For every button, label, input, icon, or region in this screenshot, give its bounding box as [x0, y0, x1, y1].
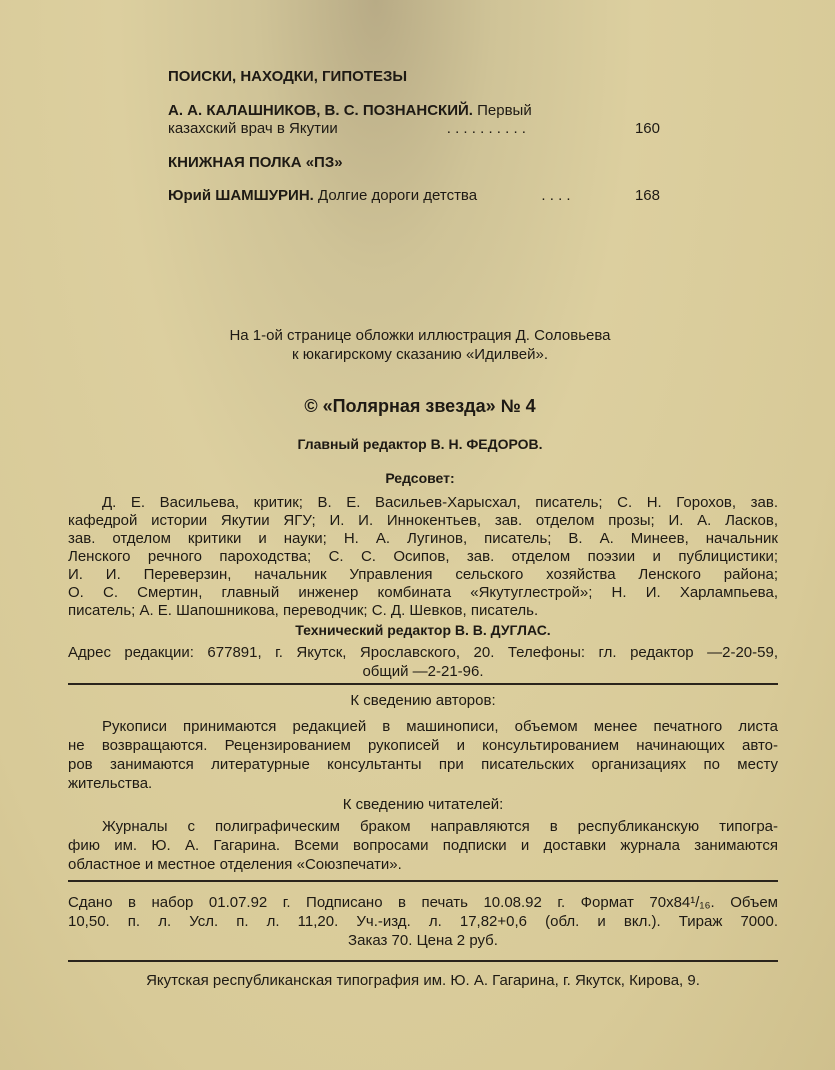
address [68, 643, 778, 681]
magazine-issue: © «Полярная звезда» № 4 [304, 396, 536, 416]
board-line: кафедрой истории Якутии ЯГУ; И. И. Иннокентьев, зав. отделом прозы; И. А. Ласков, [68, 512, 778, 529]
toc-entry [168, 187, 660, 204]
authors-title: К сведению авторов: [350, 692, 496, 709]
toc-entry-title-cont: казахский врач в Якутии [168, 120, 338, 137]
address-line: общий —2-21-96. [362, 663, 484, 680]
imprint-line: Заказ 70. Цена 2 руб. [348, 932, 498, 949]
board-line: Ленского речного пароходства; С. С. Осипов, зав. отделом поэзии и публицистики; [68, 548, 778, 565]
toc-entry-title: Долгие дороги детства [318, 187, 478, 204]
tech-editor: Технический редактор В. В. ДУГЛАС. [295, 622, 551, 638]
chief-editor: Главный редактор В. Н. ФЕДОРОВ. [297, 436, 543, 452]
toc-section-heading: ПОИСКИ, НАХОДКИ, ГИПОТЕЗЫ [168, 68, 408, 85]
imprint-line: 10,50. п. л. Усл. п. л. 11,20. Уч.-изд. л. 17,82+0,6 (обл. и вкл.). Тираж 7000. [68, 913, 778, 930]
address-line: Адрес редакции: 677891, г. Якутск, Ярославского, 20. Телефоны: гл. редактор —2-20-59, [68, 644, 778, 661]
cover-note-line: к юкагирскому сказанию «Идилвей». [291, 346, 549, 363]
divider [68, 960, 778, 962]
toc-entry-authors: А. А. КАЛАШНИКОВ, В. С. ПОЗНАНСКИЙ. [168, 102, 473, 119]
toc-page-number: 160 [634, 120, 660, 137]
imprint [68, 893, 778, 950]
notice-line: Рукописи принимаются редакцией в машинописи, объемом менее печатного листа [102, 718, 778, 735]
cover-note-line: На 1-ой странице обложки иллюстрация Д. Соловьева [229, 327, 611, 344]
board-line: Д. Е. Васильева, критик; В. Е. Васильев-Харысхал, писатель; С. Н. Горохов, зав. [102, 494, 778, 511]
toc-entry-title: Первый [477, 102, 532, 119]
notice-line: областное и местное отделения «Союзпечати». [68, 856, 402, 873]
toc-dots: . . . . . . . . . . [446, 120, 526, 137]
toc-page-number: 168 [634, 187, 660, 204]
board-line: писатель; А. Е. Шапошникова, переводчик; С. Д. Шевков, писатель. [68, 602, 539, 619]
board-line: О. С. Смертин, главный инженер комбината «Якутуглестрой»; Н. И. Харлампьева, [68, 584, 778, 601]
printer-info: Якутская республиканская типография им. Ю. А. Гагарина, г. Якутск, Кирова, 9. [146, 972, 700, 989]
toc-dots: . . . . [541, 187, 571, 204]
imprint-line: Сдано в набор 01.07.92 г. Подписано в печать 10.08.92 г. Формат 70x84¹/₁₆. Объем [68, 894, 778, 911]
editorial-board [68, 494, 778, 620]
readers-notice [68, 817, 778, 874]
board-line: зав. отделом критики и науки; Н. А. Лугинов, писатель; В. А. Минеев, начальник [68, 530, 778, 547]
divider [68, 880, 778, 882]
toc-section-heading: КНИЖНАЯ ПОЛКА «ПЗ» [168, 154, 343, 171]
notice-line: не возвращаются. Рецензированием рукописей и консультированием начинающих авто- [68, 737, 778, 754]
authors-notice [68, 717, 778, 793]
board-line: И. И. Переверзин, начальник Управления сельского хозяйства Ленского района; [68, 566, 778, 583]
readers-title: К сведению читателей: [342, 796, 504, 813]
notice-line: ров занимаются литературные консультанты при писательских организациях по месту [68, 756, 778, 773]
cover-note [120, 326, 720, 364]
notice-line: Журналы с полиграфическим браком направляются в республиканскую типогра- [102, 818, 778, 835]
notice-line: фию им. Ю. А. Гагарина. Всеми вопросами подписки и доставки журнала занимаются [68, 837, 778, 854]
notice-line: жительства. [68, 775, 153, 792]
divider [68, 683, 778, 685]
toc-entry [168, 102, 660, 137]
toc-entry-author: Юрий ШАМШУРИН. [168, 187, 314, 204]
board-title: Редсовет: [385, 470, 455, 486]
